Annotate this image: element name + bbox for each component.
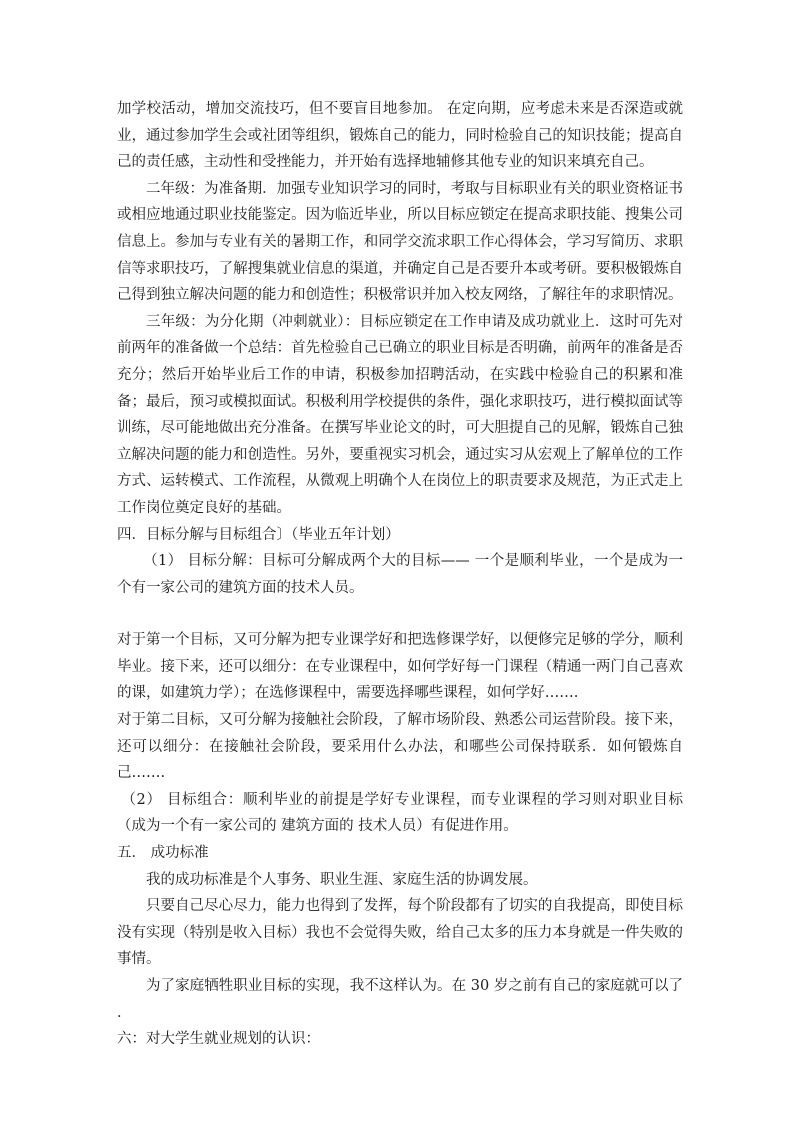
section-heading-6: 六：对大学生就业规划的认识： [117,1031,320,1048]
paragraph-family: 为了家庭牺牲职业目标的实现，我不这样认为。在 30 岁之前有自己的家庭就可以了 ． [117,978,683,1021]
paragraph-second-year: 二年级：为准备期．加强专业知识学习的同时，考取与目标职业有关的职业资格证书或相应地通过职业技能鉴定。因为临近毕业，所以目标应锁定在提高求职技能、搜集公司信息上。参加与专业有关的暑期工作，和同学交流求职工作心得体会，学习写简历、求职信等求职技巧，了解搜集就业信息的渠道，并确定自己是否要升本或考研。要积极锻炼自己得到独立解决问题的能力和创造性；积极常识并加入校友网络，了解往年的求职情况。 [117,180,683,304]
paragraph-activities: 加学校活动，增加交流技巧，但不要盲目地参加。 在定向期，应考虑未来是否深造或就业，通过参加学生会或社团等组织，锻炼自己的能力，同时检验自己的知识技能；提高自己的责任感，主动性和受挫能力，并开始有选择地辅修其他专业的知识来填充自己。 [117,101,683,171]
blank-line [117,601,683,627]
paragraph-success-standard: 我的成功标准是个人事务、职业生涯、家庭生活的协调发展。 [146,871,538,888]
paragraph-third-year: 三年级：为分化期（冲刺就业）：目标应锁定在工作申请及成功就业上．这时可先对前两年的准备做一个总结：首先检验自己已确立的职业目标是否明确，前两年的准备是否充分；然后开始毕业后工作的申请，积极参加招聘活动，在实践中检验自己的积累和准备；最后，预习或模拟面试。积极利用学校提供的条件，强化求职技巧，进行模拟面试等训练，尽可能地做出充分准备。在撰写毕业论文的时，可大胆提自己的见解，锻炼自己独立解决问题的能力和创造性。另外，要重视实习机会，通过实习从宏观上了解单位的工作方式、运转模式、工作流程，从微观上明确个人在岗位上的职责要求及规范，为正式走上工作岗位奠定良好的基础。 [117,313,683,516]
section-heading-4: 四．目标分解与目标组合〕（毕业五年计划） [117,526,400,543]
paragraph-second-goal: 对于第二目标，又可分解为接触社会阶段，了解市场阶段、熟悉公司运营阶段。接下来，还可以细分：在接触社会阶段，要采用什么办法，和哪些公司保持联系．如何锻炼自己……. [117,712,683,782]
paragraph-effort: 只要自己尽心尽力，能力也得到了发挥，每个阶段都有了切实的自我提高，即使目标没有实现（特别是收入目标）我也不会觉得失败，给自己太多的压力本身就是一件失败的事情。 [117,898,683,968]
paragraph-first-goal: 对于第一个目标，又可分解为把专业课学好和把选修课学好，以便修完足够的学分，顺利毕业。接下来，还可以细分：在专业课程中，如何学好每一门课程（精通一两门自己喜欢的课，如建筑力学）；在选修课程中，需要选择哪些课程，如何学好……. [117,632,683,702]
document-page [117,96,683,1053]
section-heading-5: 五． 成功标准 [117,845,209,862]
paragraph-goal-decomposition: （1） 目标分解：目标可分解成两个大的目标—— 一个是顺利毕业，一个是成为一个有一家公司的建筑方面的技术人员。 [117,553,683,596]
paragraph-goal-combination: （2） 目标组合：顺利毕业的前提是学好专业课程，而专业课程的学习则对职业目标（成为一个有一家公司的 建筑方面的 技术人员）有促进作用。 [117,791,683,835]
